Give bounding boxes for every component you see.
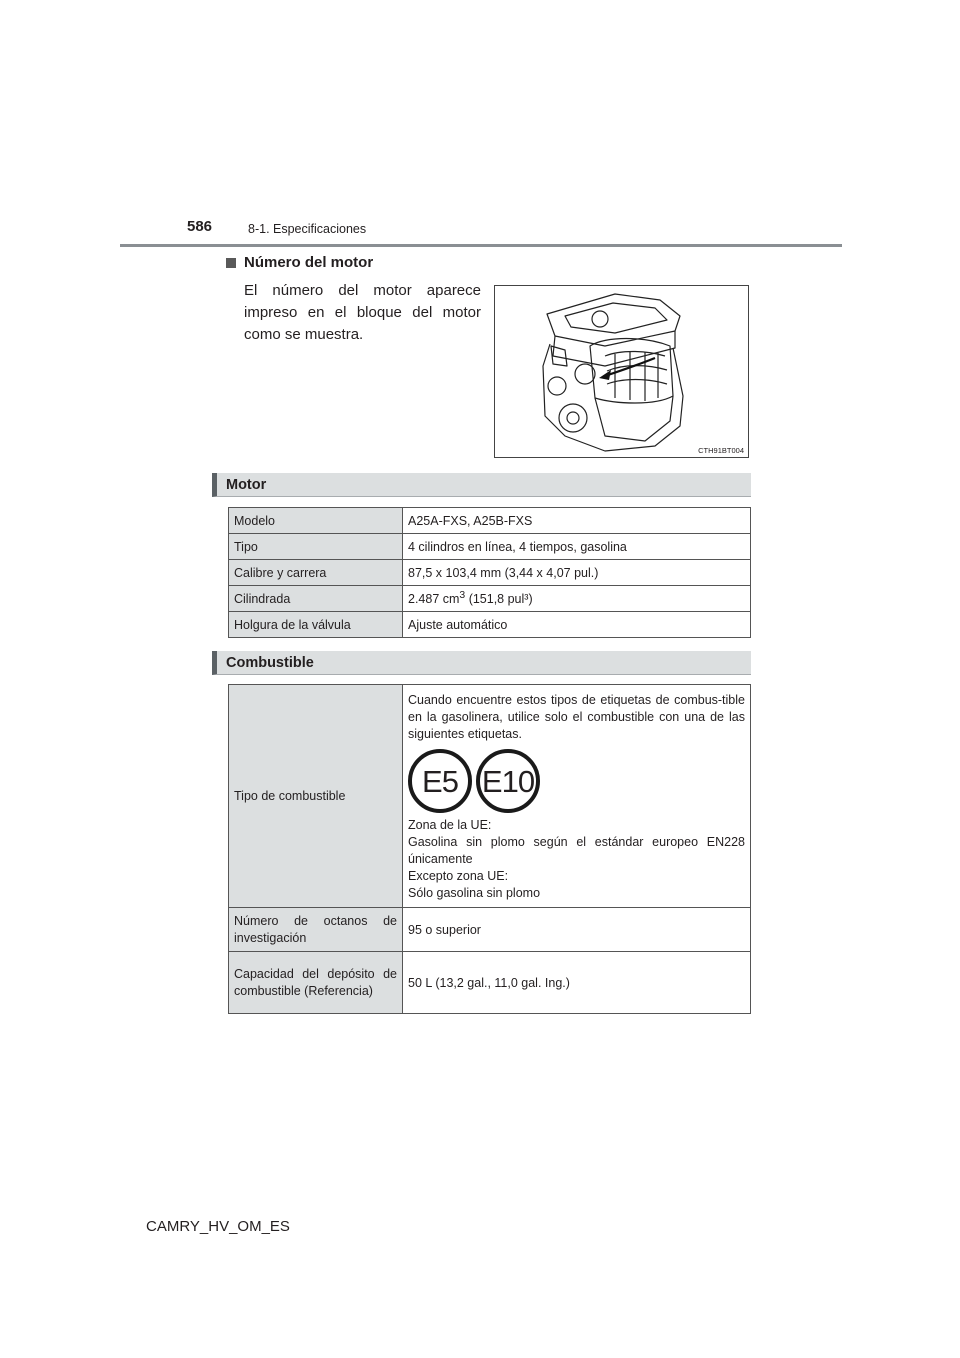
spec-value [403,586,751,612]
spec-value: 4 cilindros en línea, 4 tiempos, gasolina [403,534,751,560]
spec-label: Tipo [229,534,403,560]
spec-value: Ajuste automático [403,612,751,638]
motor-spec-table [228,507,751,638]
fuel-heading: Combustible [212,651,751,675]
table-row [229,534,751,560]
fuel-type-intro: Cuando encuentre estos tipos de etiquetas de combus-tible en la gasolinera, utilice solo el combustible con una de las siguientes etiquetas. [408,693,745,741]
motor-heading: Motor [212,473,751,497]
spec-label: Cilindrada [229,586,403,612]
cubic-superscript: 3 [459,590,466,602]
fuel-label-badges [408,749,745,813]
engine-illustration [494,285,749,458]
bullet-square-icon [226,258,236,268]
fuel-type-cell [403,685,751,908]
table-row [229,908,751,952]
e5-label-icon: E5 [408,749,472,813]
spec-label: Modelo [229,508,403,534]
table-row [229,685,751,908]
header-divider [120,244,842,247]
non-eu-zone-label: Excepto zona UE: [408,869,509,883]
engine-number-title: Número del motor [244,254,374,271]
table-row [229,560,751,586]
non-eu-zone-text: Sólo gasolina sin plomo [408,886,541,900]
section-title: 8-1. Especificaciones [248,222,367,236]
fuel-spec-table [228,684,751,1014]
engine-number-description: El número del motor aparece impreso en el bloque del motor como se muestra. [244,282,481,343]
eu-zone-text: Gasolina sin plomo según el estándar europeo EN228 únicamente [408,835,745,866]
engine-drawing-icon [495,286,748,457]
spec-label: Holgura de la válvula [229,612,403,638]
table-row [229,952,751,1014]
page-number: 586 [187,218,213,235]
e10-label-icon: E10 [476,749,540,813]
spec-value: A25A-FXS, A25B-FXS [403,508,751,534]
table-row [229,612,751,638]
document-code: CAMRY_HV_OM_ES [146,1218,290,1235]
eu-zone-label: Zona de la UE: [408,818,492,832]
table-row [229,586,751,612]
spec-value: 87,5 x 103,4 mm (3,44 x 4,07 pul.) [403,560,751,586]
spec-value: 50 L (13,2 gal., 11,0 gal. Ing.) [403,952,751,1014]
table-row [229,508,751,534]
spec-label: Capacidad del depósito de combustible (Referencia) [229,952,403,1014]
spec-label: Número de octanos de investigación [229,908,403,952]
spec-value: 95 o superior [403,908,751,952]
spec-label: Tipo de combustible [229,685,403,908]
displacement-value: 2.487 cm [408,592,460,607]
figure-code: CTH91BT004 [698,446,744,455]
spec-label: Calibre y carrera [229,560,403,586]
displacement-imperial: (151,8 pul³) [465,592,533,607]
